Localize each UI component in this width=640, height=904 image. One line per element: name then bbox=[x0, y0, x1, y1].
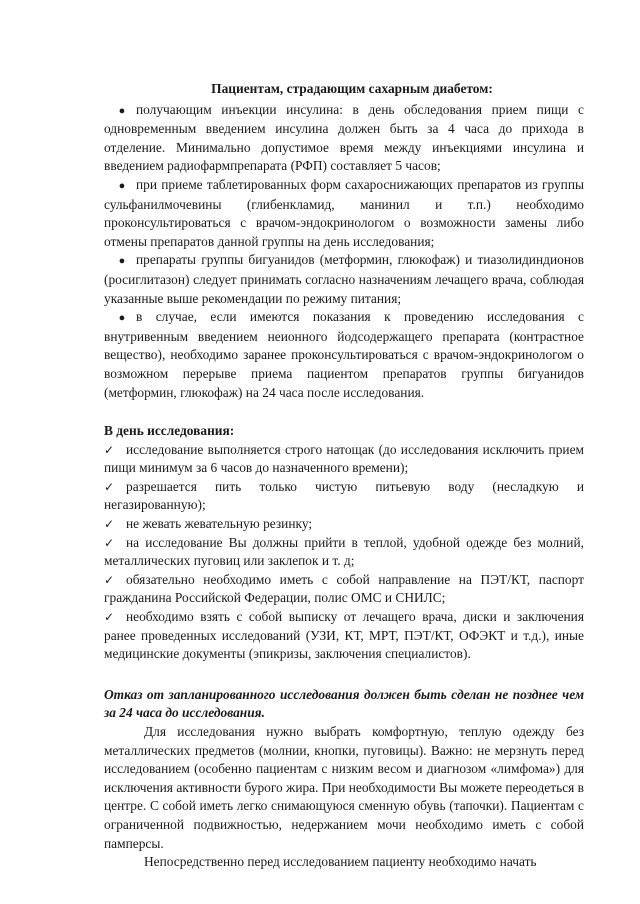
bullet-icon: ● bbox=[118, 255, 126, 268]
exam-day-item bbox=[104, 571, 584, 608]
exam-day-item bbox=[104, 608, 584, 664]
exam-day-item bbox=[104, 441, 584, 478]
diabetes-item bbox=[104, 251, 584, 308]
exam-day-item bbox=[104, 478, 584, 515]
diabetes-item-text: в случае, если имеются показания к проведению исследования с внутривенным введением неионного йодсодержащего препарата (контрастное вещество), необходимо заранее проконсультироваться с врачом-эндокринологом о возможном перерыве приема пациентом препаратов группы бигуанидов (метформин, глюкофаж) на 24 часа после исследования. bbox=[104, 309, 584, 400]
exam-day-item-text: обязательно необходимо иметь с собой направление на ПЭТ/КТ, паспорт гражданина Российской Федерации, полис ОМС и СНИЛС; bbox=[104, 571, 584, 606]
exam-day-item-text: необходимо взять с собой выписку от лечащего врача, диски и заключения ранее проведенных исследований (УЗИ, КТ, МРТ, ПЭТ/КТ, ОФЭКТ и т.д.), иные медицинские документы (эпикризы, заключения специалистов). bbox=[104, 609, 584, 662]
exam-day-item-text: исследование выполняется строго натощак (до исследования исключить прием пищи минимум за 6 часов до назначенного времени); bbox=[104, 441, 584, 476]
bullet-icon: ● bbox=[118, 179, 126, 192]
diabetes-item bbox=[104, 308, 584, 402]
exam-day-item-text: разрешается пить только чистую питьевую воду (несладкую и негазированную); bbox=[104, 478, 584, 513]
check-icon: ✓ bbox=[104, 479, 115, 494]
exam-day-item bbox=[104, 534, 584, 571]
diabetes-item-text: при приеме таблетированных форм сахароснижающих препаратов из группы сульфанилмочевины (глибенкламид, манинил и т.п.) необходимо проконсультироваться с врачом-эндокринологом о возможности замены либо отмены препаратов данной группы на день исследования; bbox=[104, 176, 584, 249]
diabetes-item bbox=[104, 101, 584, 176]
check-icon: ✓ bbox=[104, 610, 115, 625]
exam-day-section-title: В день исследования: bbox=[104, 423, 235, 439]
bullet-icon: ● bbox=[118, 312, 126, 325]
diabetes-item bbox=[104, 176, 584, 251]
check-icon: ✓ bbox=[104, 517, 115, 532]
check-icon: ✓ bbox=[104, 572, 115, 587]
bullet-icon: ● bbox=[118, 104, 126, 117]
diabetes-section-title: Пациентам, страдающим сахарным диабетом: bbox=[211, 81, 493, 96]
clothing-paragraph: Для исследования нужно выбрать комфортную, теплую одежду без металлических предметов (молнии, кнопки, пуговицы). Важно: не мерзнуть перед исследованием (особенно пациентам с низким весом и диагнозом «лимфома») для исключения активности бурого жира. При необходимости Вы можете переодеться в центре. С собой иметь легко снимающуюся сменную обувь (тапочки). Пациентам с ограниченной подвижностью, недержанием мочи необходимо иметь с собой памперсы. bbox=[104, 724, 584, 851]
check-icon: ✓ bbox=[104, 442, 115, 457]
pre-exam-paragraph: Непосредственно перед исследованием пациенту необходимо начать bbox=[144, 854, 537, 870]
diabetes-item-text: получающим инъекции инсулина: в день обследования прием пищи с одновременным введением инсулина должен быть за 4 часа до прихода в отделение. Минимально допустимое время между инъекциями инсулина и введением радиофармпрепарата (РФП) составляет 5 часов; bbox=[104, 101, 584, 174]
cancellation-notice: Отказ от запланированного исследования должен быть сделан не позднее чем за 24 часа до исследования. bbox=[104, 686, 584, 721]
exam-day-item-text: не жевать жевательную резинку; bbox=[126, 516, 313, 532]
exam-day-item bbox=[104, 515, 584, 534]
diabetes-item-text: препараты группы бигуанидов (метформин, глюкофаж) и тиазолидиндионов (росиглитазон) следует принимать согласно назначениям лечащего врача, соблюдая указанные выше рекомендации по режиму питания; bbox=[104, 252, 584, 306]
check-icon: ✓ bbox=[104, 535, 115, 550]
exam-day-item-text: на исследование Вы должны прийти в теплой, удобной одежде без молний, металлических пуговиц или заклепок и т. д; bbox=[104, 534, 584, 569]
